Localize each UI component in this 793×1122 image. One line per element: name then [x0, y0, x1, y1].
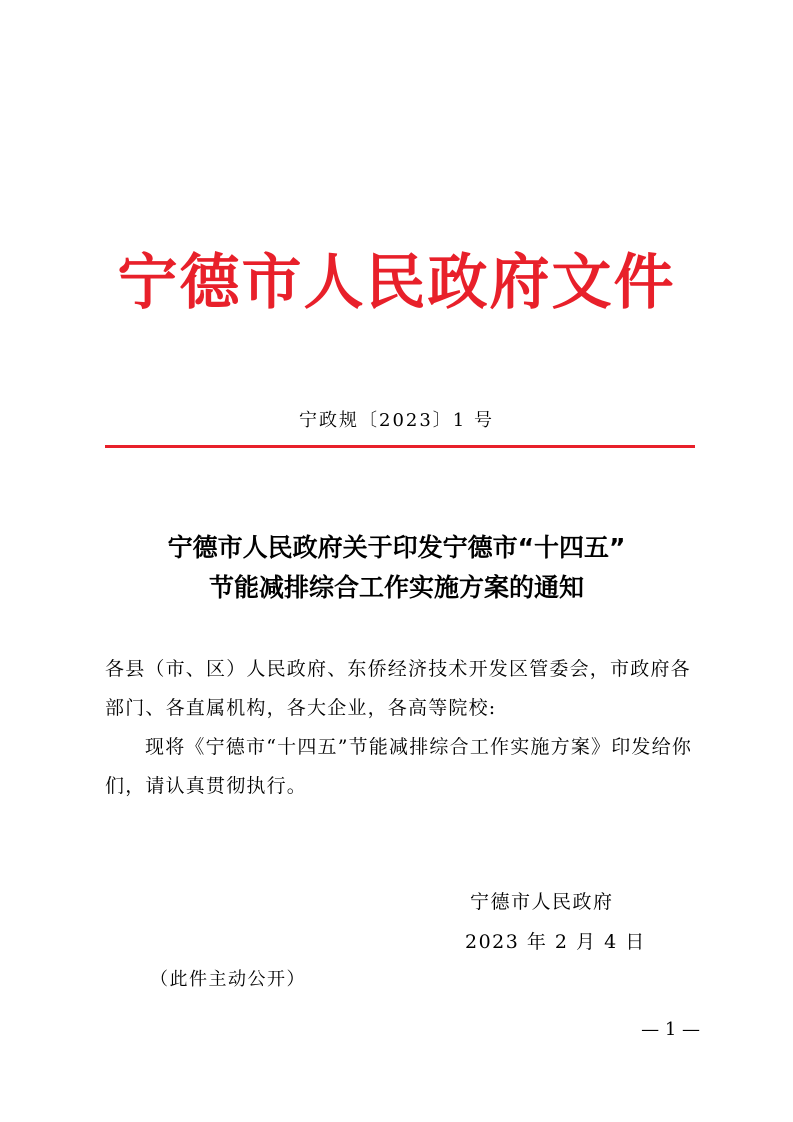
page-number: — 1 — [641, 1019, 700, 1040]
signature-date: 2023 年 2 月 4 日 [465, 931, 646, 953]
document-number: 宁政规〔2023〕1 号 [299, 410, 494, 431]
content-paragraph: 现将《宁德市“十四五”节能减排综合工作实施方案》印发给你们，请认真贯彻执行。 [105, 736, 693, 797]
document-title-line-2: 节能减排综合工作实施方案的通知 [208, 573, 584, 602]
document-title [0, 528, 793, 608]
signature-organization: 宁德市人民政府 [470, 891, 614, 913]
disclosure-note: （此件主动公开） [150, 969, 306, 990]
document-body [105, 650, 695, 806]
salutation-paragraph: 各县（市、区）人民政府、东侨经济技术开发区管委会，市政府各部门、各直属机构，各大企业，各高等院校: [105, 658, 691, 719]
red-separator-line [105, 445, 695, 448]
document-title-line-1: 宁德市人民政府关于印发宁德市“十四五” [167, 533, 626, 562]
document-masthead: 宁德市人民政府文件 [117, 248, 676, 318]
